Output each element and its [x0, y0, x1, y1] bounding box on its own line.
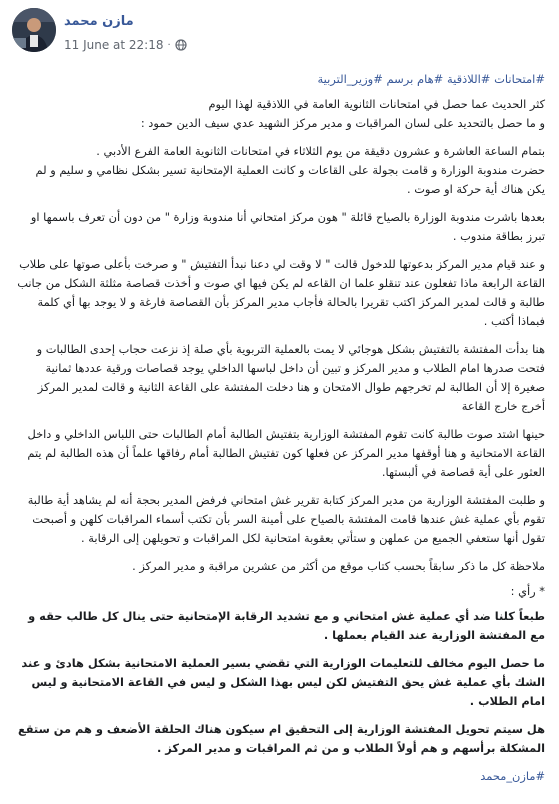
post-paragraph-2: بتمام الساعة العاشرة و عشرون دقيقة من يوم الثلاثاء في امتحانات الثانوية العامة الفرع الأدبي . حضرت مندوبة الوزارة و قامت بجولة على القاعات و كانت العملية الإمتحانية تسير بشكل نظامي و سليم و لم يكن هناك أية حركة او صوت .: [35, 144, 545, 196]
post-paragraph-1: كثر الحديث عما حصل في امتحانات الثانوية العامة في اللاذقية لهذا اليوم و ما حصل بالتحديد على لسان المراقبات و مدير مركز الشهيد عدي سيف الدين حمود :: [140, 97, 545, 130]
opinion-paragraph-3: هل سيتم تحويل المفتشة الوزارية إلى التحقيق ام سيكون هناك الحلقة الأضعف و هم من ستقع المشكلة برأسهم و هم أولاً الطلاب و من ثم المراقبات و مدير المركز .: [17, 722, 545, 755]
profile-photo-icon: [12, 8, 56, 52]
author-name[interactable]: مازن محمد: [64, 14, 134, 29]
post-note: ملاحظة كل ما ذكر سابقاً بحسب كتاب موقع من أكثر من عشرين مراقبة و مدير المركز .: [132, 559, 545, 573]
opinion-paragraph-1: طبعاً كلنا ضد أي عملية غش امتحاني و مع تشديد الرقابة الإمتحانية حتى ينال كل طالب حقه و مع المفتشة الوزارية عند القيام بعملها .: [28, 609, 545, 642]
meta-separator: ·: [167, 39, 171, 51]
post-paragraph-5: هنا بدأت المفتشة بالتفتيش بشكل هوجائي لا يمت بالعملية التربوية بأي صلة إذ نزعت حجاب إحدى الطالبات و فتحت صدرها امام الطلاب و مدير المركز و تبين أن داخل لباسها الداخلي يوجد قصاصات ورقية عددها ثمانية صغيرة إلا أن الطالبة لم تخرجهم طوال الامتحان و هنا دخلت المفتشة على القاعة الثانية و قالت لمدير المركز أخرج خارج القاعة: [36, 342, 545, 413]
footer-hashtag[interactable]: #مازن_محمد: [480, 769, 545, 783]
post-paragraph-3: بعدها باشرت مندوبة الوزارة بالصياح قائلة " هون مركز امتحاني أنا مندوبة وزارة " من دون أن تعرف باسمها او تبرز بطاقة مندوب .: [30, 210, 545, 243]
opinion-paragraph-2: ما حصل اليوم مخالف للتعليمات الوزارية التي تقضي بسير العملية الامتحانية بشكل هادئ و عند الشك بأي عملية غش يحق التفتيش لكن ليس بهذا الشكل و ليس في القاعة الامتحانية و ليس امام الطلاب .: [21, 656, 545, 708]
post-paragraph-6: حينها اشتد صوت طالبة كانت تقوم المفتشة الوزارية بتفتيش الطالبة أمام الطالبات حتى اللباس الداخلي و داخل القاعة الامتحانية و هنا أوقفها مدير المركز عن فعلها كون تفتيش الطالبة أمام رفاقها علماً أن هذه الطالبة لم يتم العثور على أية قصاصة في ألبستها.: [27, 427, 545, 479]
post-body: [14, 70, 545, 786]
post-header: [0, 0, 559, 62]
post-timestamp[interactable]: 11 June at 22:18: [64, 38, 164, 52]
post-hashtags[interactable]: #امتحانات #اللاذقية #هام برسم #وزير_التربية: [317, 72, 545, 86]
post-meta: [64, 38, 187, 52]
opinion-heading: * رأي :: [510, 584, 545, 598]
post-paragraph-7: و طلبت المفتشة الوزارية من مدير المركز كتابة تقرير غش امتحاني فرفض المدير بحجة أنه لم يشاهد أية طالبة تقوم بأي عملية غش عندها قامت المفتشة بالصياح على أمينة السر بأن تكتب أسماء المراقبات كلهن و أصبحت تقول أنها ستعفي الجميع من عملهن و ستأتي بعقوبة امتحانية لكل المراقبات و تحويلهن إلى الرقابة .: [27, 493, 545, 545]
post-paragraph-4: و عند قيام مدير المركز بدعوتها للدخول قالت " لا وقت لي دعنا نبدأ التفتيش " و صرخت بأعلى صوتها على طلاب القاعة الرابعة ماذا تفعلون عند تنقلو علما ان القاعه لم يكن فيها اي صوت و أخذت قصاصة مثلثة الشكل من جانب طالبة و قالت لمدير المركز اكتب تقريرا بالحالة فأجاب مدير المركز بأن القصاصة فارغة و لا يوجد بها أي كلمة فبماذا أكتب .: [17, 257, 545, 328]
globe-icon[interactable]: [175, 39, 187, 51]
avatar[interactable]: [12, 8, 56, 52]
